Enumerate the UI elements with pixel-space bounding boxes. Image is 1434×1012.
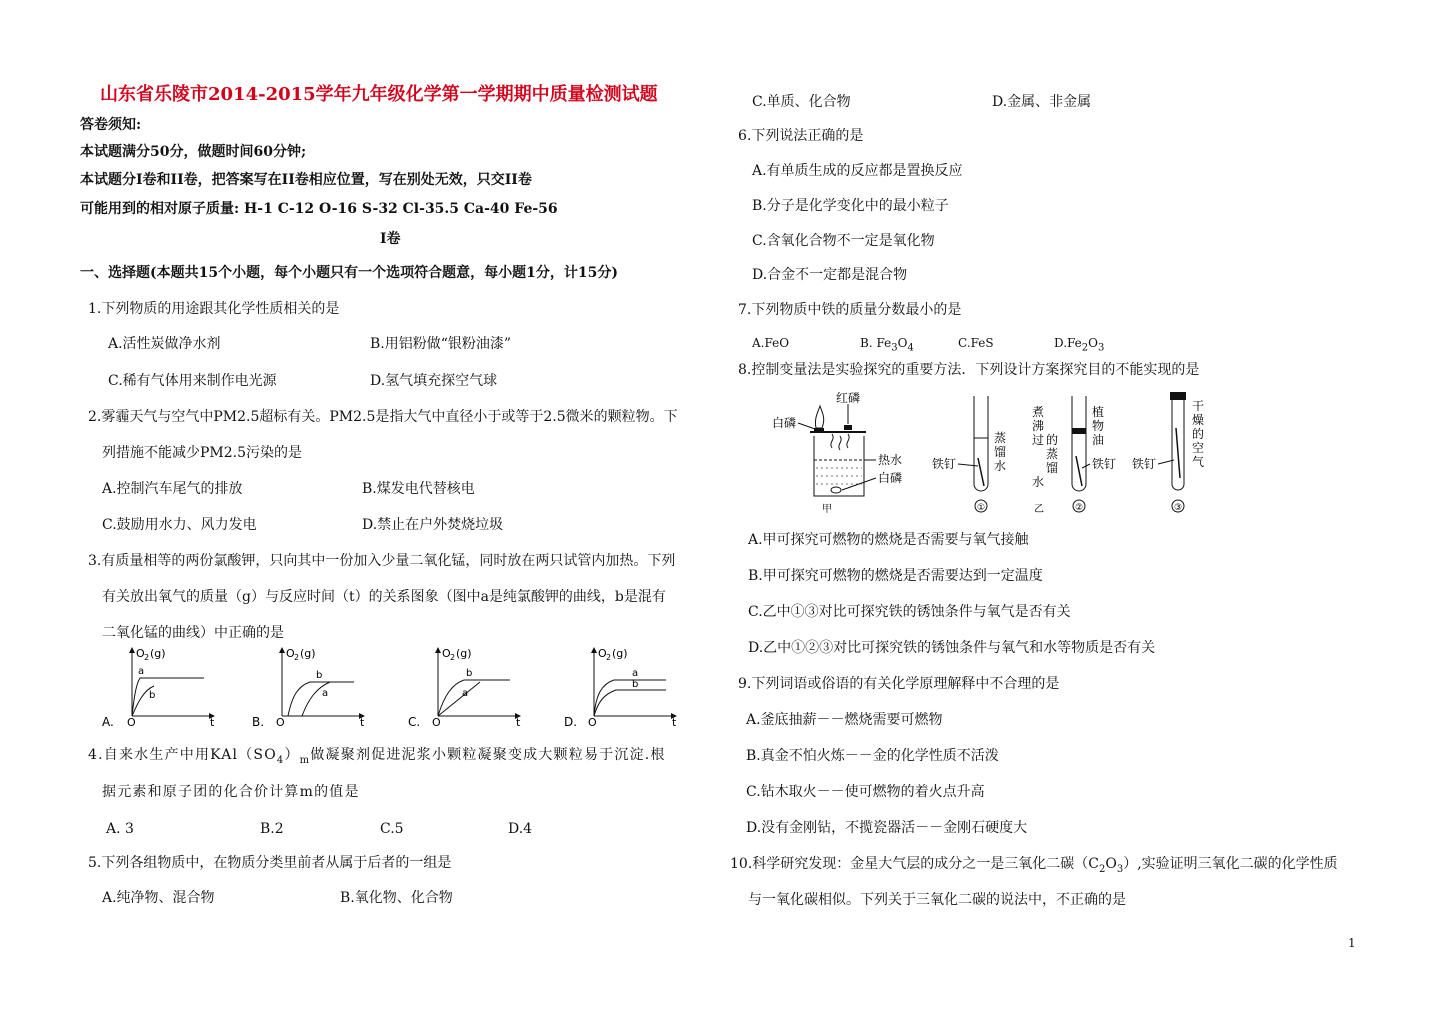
graph-c-curve-b <box>438 680 510 716</box>
graph-c-label: C. <box>408 715 421 729</box>
fig-dry5: 气 <box>1192 455 1205 469</box>
q10-stem-1 <box>730 855 1338 879</box>
graph-b-a-label: a <box>322 688 329 699</box>
graph-b-ylabel: O <box>286 647 295 660</box>
graph-b <box>252 647 365 729</box>
fig-boiled4: 的 <box>1046 433 1059 447</box>
section-heading: 一、选择题(本题共15个小题，每个小题只有一个选项符合题意，每小题1分，计15分) <box>80 265 618 281</box>
graph-d-ysub: 2 <box>606 653 612 662</box>
q10-stem-sub2: 3 <box>1116 863 1124 875</box>
graph-a-xlabel: t <box>210 716 215 729</box>
fig-boiled1: 煮 <box>1032 405 1045 419</box>
notice-line-1: 本试题满分50分，做题时间60分钟; <box>80 144 307 160</box>
q8-stem: 8.控制变量法是实验探究的重要方法．下列设计方案探究目的不能实现的是 <box>738 362 1200 378</box>
graph-a <box>102 647 215 729</box>
graph-a-origin: O <box>127 716 136 729</box>
volume-label: I卷 <box>380 231 401 247</box>
graph-d-curve-b <box>594 690 666 716</box>
graph-a-label: A. <box>102 715 114 729</box>
graph-d-ylabel: O <box>598 647 607 660</box>
q5-stem: 5.下列各组物质中，在物质分类里前者从属于后者的一组是 <box>88 855 452 871</box>
fig-jia-label: 甲 <box>822 504 832 515</box>
q8-option-b: B.甲可探究可燃物的燃烧是否需要达到一定温度 <box>748 568 1043 584</box>
fig-white-p-label: 白磷 <box>772 416 797 430</box>
q4-stem-post: 做凝聚剂促进泥浆小颗粒凝聚变成大颗粒易于沉淀.根 <box>310 747 666 763</box>
fig-boiled7: 水 <box>1032 475 1045 489</box>
tube-2 <box>1032 396 1116 515</box>
q7-stem: 7.下列物质中铁的质量分数最小的是 <box>738 302 962 318</box>
q4-option-b: B.2 <box>260 821 284 837</box>
q6-option-a: A.有单质生成的反应都是置换反应 <box>752 163 963 179</box>
q2-option-b: B.煤发电代替核电 <box>362 481 475 497</box>
q4-option-a: A. 3 <box>106 821 134 837</box>
q8-option-a: A.甲可探究可燃物的燃烧是否需要与氧气接触 <box>748 532 1029 548</box>
q2-option-c: C.鼓励用水力、风力发电 <box>102 517 257 533</box>
q3-stem-3: 二氧化锰的曲线）中正确的是 <box>102 625 284 641</box>
q5-option-b: B.氧化物、化合物 <box>340 890 453 906</box>
fig-oil3: 油 <box>1092 433 1105 447</box>
fig-boiled2: 沸 <box>1032 419 1045 433</box>
fig-hot-water-label: 热水 <box>878 453 903 467</box>
fig-boiled3: 过 <box>1032 433 1045 447</box>
fig-dry4: 空 <box>1192 441 1205 455</box>
q1-option-d: D.氢气填充探空气球 <box>370 373 498 389</box>
q2-stem-1: 2.雾霾天气与空气中PM2.5超标有关。PM2.5是指大气中直径小于或等于2.5微米的颗粒物。下 <box>88 409 678 425</box>
iron-nail-3 <box>1176 428 1180 478</box>
graph-b-b-label: b <box>316 670 323 681</box>
graph-b-ysub: 2 <box>294 653 300 662</box>
q3-stem-1: 3.有质量相等的两份氯酸钾，只向其中一份加入少量二氧化锰，同时放在两只试管内加热。下列 <box>88 553 676 569</box>
fig-nail1-label: 铁钉 <box>932 457 957 471</box>
fig-boiled5: 蒸 <box>1046 447 1059 461</box>
graph-d-label: D. <box>564 715 578 729</box>
graph-d-xlabel: t <box>672 716 677 729</box>
graph-a-ylabel: O <box>136 647 145 660</box>
fig-n1: ① <box>977 503 986 513</box>
setup-jia <box>772 390 902 515</box>
q7-d-mid: O <box>1088 336 1098 350</box>
q4-stem-sub: 4 <box>276 754 285 766</box>
q10-stem-mid: O <box>1105 856 1117 872</box>
q6-option-b: B.分子是化学变化中的最小粒子 <box>752 198 949 214</box>
graph-d-curve-a <box>594 680 666 716</box>
q7-option-d <box>1054 334 1104 357</box>
graph-a-curve-a <box>132 678 204 716</box>
graph-c <box>408 647 521 729</box>
notice-line-2: 本试题分I卷和II卷，把答案写在II卷相应位置，写在别处无效，只交II卷 <box>80 172 532 188</box>
q7-option-a: A.FeO <box>752 336 790 350</box>
graph-c-origin: O <box>432 716 441 729</box>
q10-stem-pre: 10.科学研究发现：金星大气层的成分之一是三氧化二碳（C <box>730 856 1099 872</box>
q3-stem-2: 有关放出氧气的质量（g）与反应时间（t）的关系图象（图中a是纯氯酸钾的曲线，b是混有 <box>102 589 666 605</box>
fig-dist2: 馏 <box>994 445 1007 459</box>
graph-a-yunit: (g) <box>150 647 166 660</box>
fig-n2: ② <box>1075 503 1084 513</box>
graph-c-a-label: a <box>462 688 469 699</box>
graph-b-label: B. <box>252 715 265 729</box>
graph-c-ylabel: O <box>442 647 451 660</box>
q9-option-d: D.没有金刚钻，不揽瓷器活－－金刚石硬度大 <box>746 820 1028 836</box>
graph-a-ysub: 2 <box>144 653 150 662</box>
q7-option-c: C.FeS <box>958 336 994 350</box>
q6-option-d: D.合金不一定都是混合物 <box>752 267 908 283</box>
tube-3 <box>1132 392 1204 513</box>
q8-option-c: C.乙中①③对比可探究铁的锈蚀条件与氧气是否有关 <box>748 604 1071 620</box>
graph-b-yunit: (g) <box>300 647 316 660</box>
oil-layer <box>1072 428 1086 434</box>
q5-option-a: A.纯净物、混合物 <box>102 890 215 906</box>
q4-stem-2: 据元素和原子团的化合价计算m的值是 <box>102 784 360 800</box>
graph-d-b-label: b <box>632 679 639 690</box>
q1-stem: 1.下列物质的用途跟其化学性质相关的是 <box>88 301 340 317</box>
graph-c-b-label: b <box>466 668 473 679</box>
q6-stem: 6.下列说法正确的是 <box>738 128 864 144</box>
q10-stem-post: ）,实验证明三氧化二碳的化学性质 <box>1123 856 1338 872</box>
fig-nail2-label: 铁钉 <box>1092 457 1117 471</box>
q2-stem-2: 列措施不能减少PM2.5污染的是 <box>102 445 303 461</box>
q2-option-a: A.控制汽车尾气的排放 <box>102 481 243 497</box>
q4-stem-pre: 4.自来水生产中用KAl（SO <box>88 747 277 763</box>
fig-yi-label: 乙 <box>1034 504 1044 515</box>
q10-stem-2: 与一氧化碳相似。下列关于三氧化二碳的说法中，不正确的是 <box>748 892 1126 908</box>
q2-option-d: D.禁止在户外焚烧垃圾 <box>362 517 504 533</box>
q9-stem: 9.下列词语或俗语的有关化学原理解释中不合理的是 <box>738 676 1060 692</box>
fig-dist1: 蒸 <box>994 431 1007 445</box>
fig-oil1: 植 <box>1092 405 1105 419</box>
iron-nail-1 <box>978 458 984 486</box>
graph-b-xlabel: t <box>360 716 365 729</box>
fig-dry1: 干 <box>1192 399 1205 413</box>
graph-c-yunit: (g) <box>456 647 472 660</box>
q4-option-c: C.5 <box>380 821 404 837</box>
graph-d-a-label: a <box>632 668 639 679</box>
flame-icon <box>815 406 823 428</box>
tube-1 <box>932 396 1006 513</box>
q7-b-sub2: 4 <box>907 342 914 354</box>
q7-b-pre: B. Fe <box>860 336 892 350</box>
graph-d-origin: O <box>588 716 597 729</box>
q10-stem-sub1: 2 <box>1098 863 1106 875</box>
fig-nail3-label: 铁钉 <box>1132 457 1157 471</box>
q1-option-b: B.用铝粉做“银粉油漆” <box>370 336 512 352</box>
q4-stem-paren: ） <box>284 747 300 763</box>
graph-c-ysub: 2 <box>450 653 456 662</box>
q9-option-c: C.钻木取火－－使可燃物的着火点升高 <box>746 784 985 800</box>
graph-a-b-label: b <box>149 690 156 701</box>
q1-option-a: A.活性炭做净水剂 <box>108 336 221 352</box>
q5-option-d: D.金属、非金属 <box>992 94 1092 110</box>
graph-a-a-label: a <box>138 666 145 677</box>
fig-dry3: 的 <box>1192 427 1205 441</box>
fig-red-p-label: 红磷 <box>836 391 861 405</box>
q6-option-c: C.含氧化合物不一定是氧化物 <box>752 233 935 249</box>
notice-heading: 答卷须知: <box>80 117 142 133</box>
q1-option-c: C.稀有气体用来制作电光源 <box>108 373 277 389</box>
notice-line-3: 可能用到的相对原子质量: H-1 C-12 O-16 S-32 Cl-35.5 Ca-40 Fe-56 <box>80 201 558 217</box>
fig-white-p2-label: 白磷 <box>878 471 903 485</box>
q8-figure <box>770 388 1220 516</box>
q8-option-d: D.乙中①②③对比可探究铁的锈蚀条件与氧气和水等物质是否有关 <box>748 640 1156 656</box>
graph-b-origin: O <box>276 716 285 729</box>
q7-b-sub1: 3 <box>891 342 898 354</box>
graph-d-yunit: (g) <box>612 647 628 660</box>
fig-dist3: 水 <box>994 459 1007 473</box>
page-number: 1 <box>1348 936 1356 950</box>
fig-n3: ③ <box>1174 503 1183 513</box>
q3-graphs <box>100 640 700 730</box>
q7-b-mid: O <box>897 336 908 350</box>
graph-d <box>564 647 677 729</box>
fig-oil2: 物 <box>1092 419 1105 433</box>
q9-option-a: A.釜底抽薪－－燃烧需要可燃物 <box>746 712 943 728</box>
graph-c-xlabel: t <box>516 716 521 729</box>
q7-d-sub2: 3 <box>1098 342 1105 354</box>
q7-option-b <box>860 334 914 357</box>
fig-boiled6: 馏 <box>1046 461 1059 475</box>
page-title: 山东省乐陵市2014-2015学年九年级化学第一学期期中质量检测试题 <box>100 84 658 105</box>
fig-dry2: 燥 <box>1192 413 1205 427</box>
q4-stem-m: m <box>299 754 311 766</box>
q4-stem-1 <box>88 746 666 770</box>
q5-option-c: C.单质、化合物 <box>752 94 851 110</box>
q7-d-pre: D.Fe <box>1054 336 1082 350</box>
q4-option-d: D.4 <box>508 821 533 837</box>
q9-option-b: B.真金不怕火炼－－金的化学性质不活泼 <box>746 748 999 764</box>
q7-d-sub1: 2 <box>1081 342 1089 354</box>
iron-nail-2 <box>1076 456 1082 486</box>
stopper <box>1170 392 1186 400</box>
